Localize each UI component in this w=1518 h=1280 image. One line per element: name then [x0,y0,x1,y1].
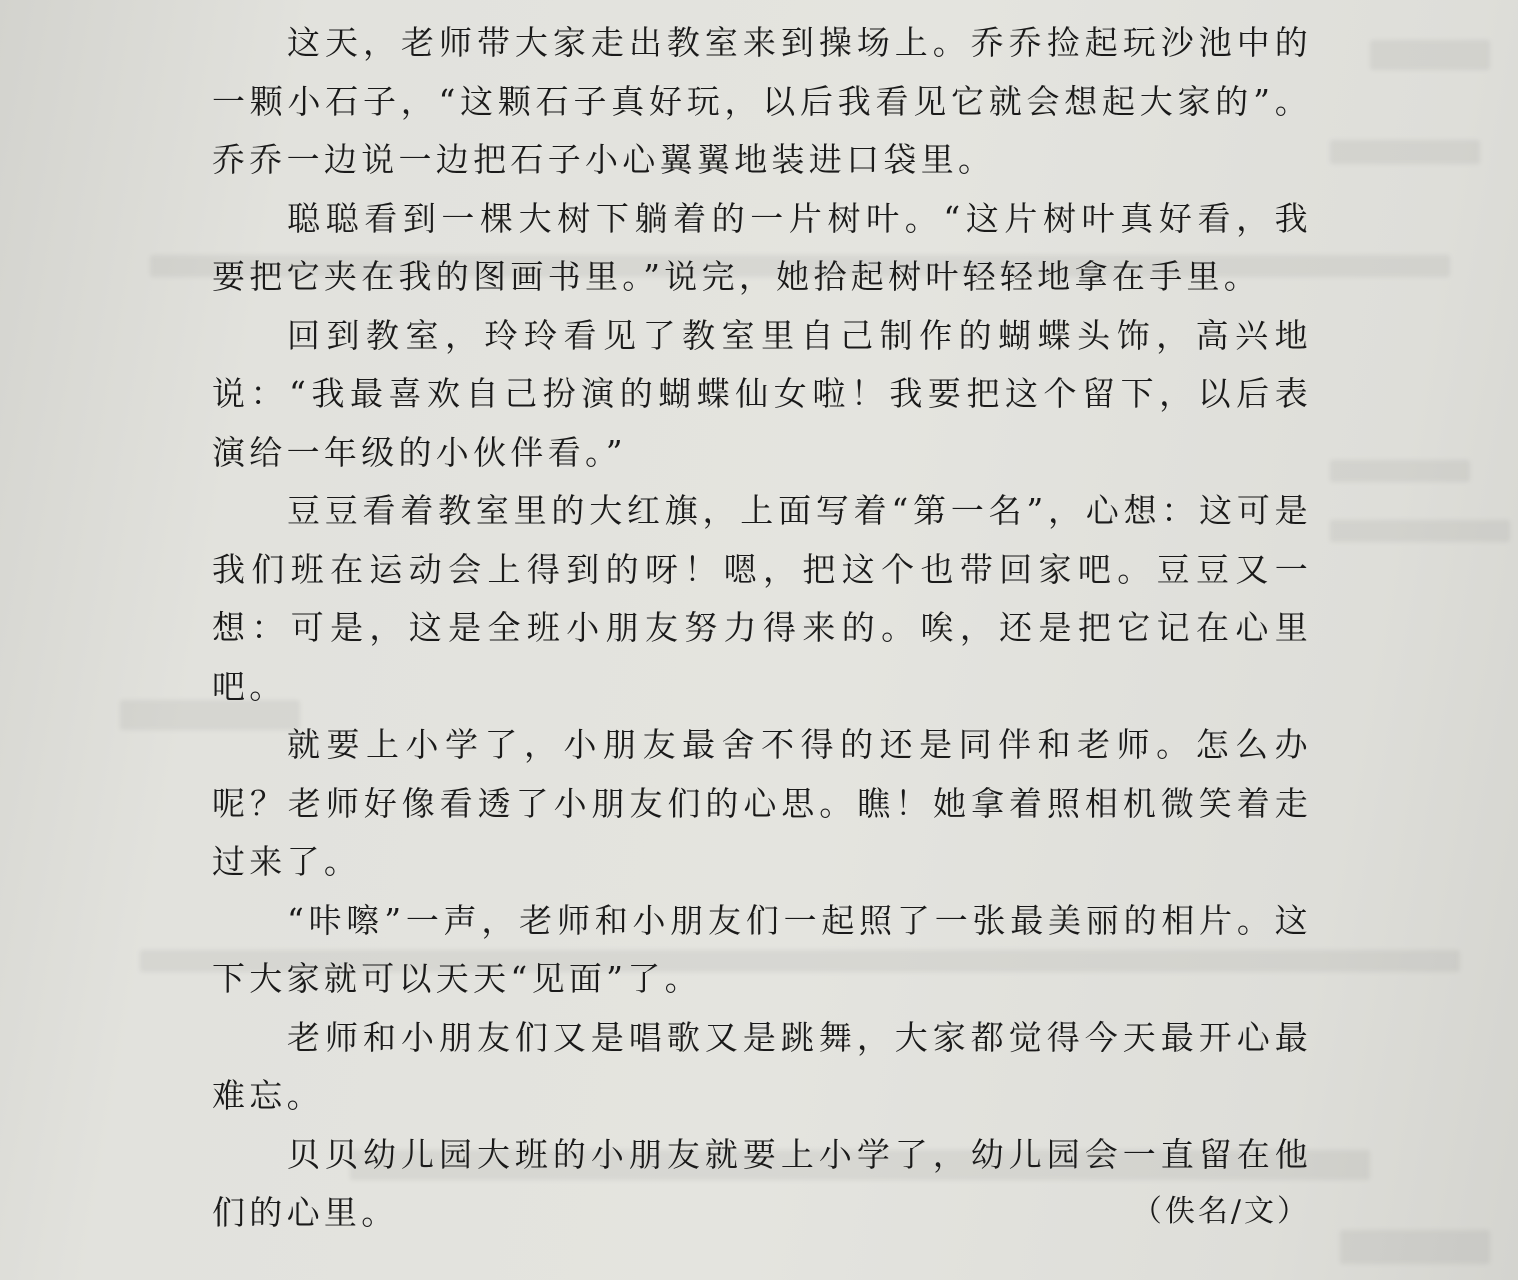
show-through-mark [1330,140,1480,164]
paragraph: 聪聪看到一棵大树下躺着的一片树叶。“这片树叶真好看，我要把它夹在我的图画书里。”说完，她拾起树叶轻轻地拿在手里。 [212,198,1312,296]
show-through-mark [1370,40,1490,70]
paragraph: 豆豆看着教室里的大红旗，上面写着“第一名”，心想：这可是我们班在运动会上得到的呀！嗯，把这个也带回家吧。豆豆又一想：可是，这是全班小朋友努力得来的。唉，还是把它记在心里吧。 [212,491,1312,706]
show-through-mark [1330,520,1510,542]
story-text [212,14,1312,1243]
show-through-mark [1330,460,1470,482]
author-credit: （佚名/文） [1131,1194,1310,1229]
paragraph: 老师和小朋友们又是唱歌又是跳舞，大家都觉得今天最开心最难忘。 [212,1017,1312,1115]
paragraph: 贝贝幼儿园大班的小朋友就要上小学了，幼儿园会一直留在他们的心里。 [212,1134,1312,1232]
show-through-mark [1340,1230,1490,1264]
paragraph: 这天，老师带大家走出教室来到操场上。乔乔捡起玩沙池中的一颗小石子，“这颗石子真好玩，以后我看见它就会想起大家的”。乔乔一边说一边把石子小心翼翼地装进口袋里。 [212,23,1312,179]
paragraph: 回到教室，玲玲看见了教室里自己制作的蝴蝶头饰，高兴地说：“我最喜欢自己扮演的蝴蝶仙女啦！我要把这个留下，以后表演给一年级的小伙伴看。” [212,315,1312,472]
paragraph: 就要上小学了，小朋友最舍不得的还是同伴和老师。怎么办呢？老师好像看透了小朋友们的心思。瞧！她拿着照相机微笑着走过来了。 [212,725,1312,881]
paragraph: “咔嚓”一声，老师和小朋友们一起照了一张最美丽的相片。这下大家就可以天天“见面”了。 [212,900,1312,998]
